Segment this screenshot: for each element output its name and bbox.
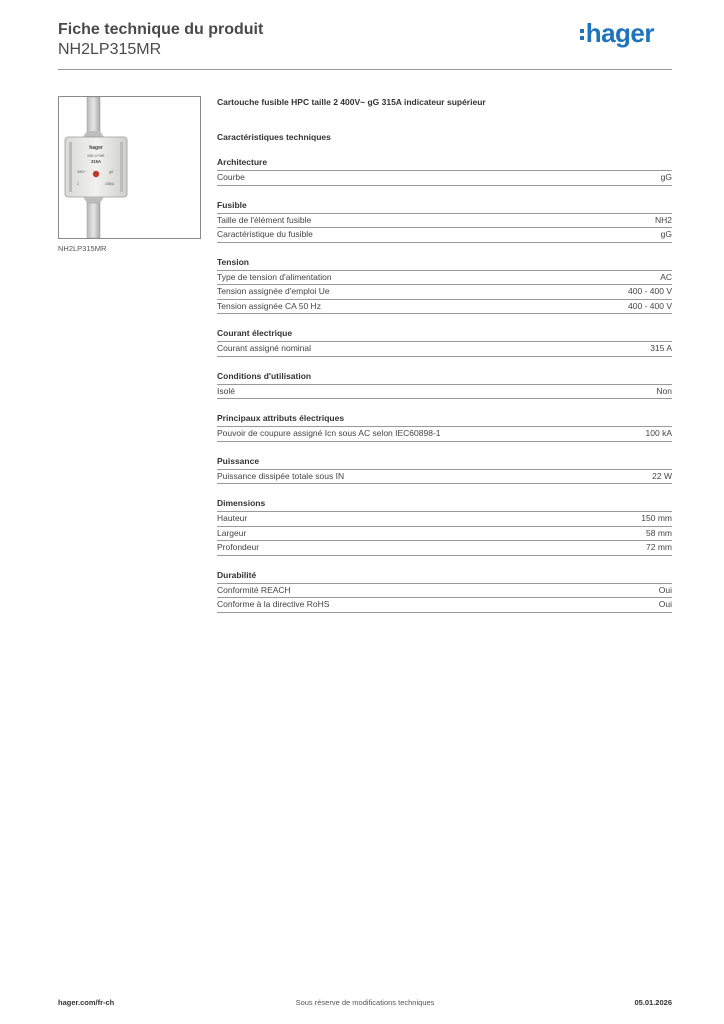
product-reference: NH2LP315MR xyxy=(58,41,162,58)
spec-value: 150 mm xyxy=(641,513,672,523)
spec-value: Oui xyxy=(658,584,672,595)
spec-group-title: Tension xyxy=(217,256,672,271)
spec-label: Hauteur xyxy=(217,513,248,523)
hager-logo xyxy=(580,20,654,46)
spec-value: 400 - 400 V xyxy=(628,300,672,311)
spec-value: gG xyxy=(660,172,672,182)
fuse-indicator-icon xyxy=(93,171,99,177)
fuse-cartridge-image xyxy=(59,97,200,238)
spec-group-title: Architecture xyxy=(217,156,672,171)
spec-label: Tension assignée d'emploi Ue xyxy=(217,286,330,296)
footer-notice: Sous réserve de modifications techniques xyxy=(295,998,435,1007)
spec-group-title: Fusible xyxy=(217,199,672,214)
spec-label: Largeur xyxy=(217,527,247,538)
spec-value: 22 W xyxy=(652,470,672,481)
spec-value: gG xyxy=(660,229,672,239)
logo-dots-icon xyxy=(580,29,584,40)
fuse-rating-label: 315A xyxy=(90,159,102,164)
logo-wordmark: hager xyxy=(585,18,654,48)
spec-group-title: Courant électrique xyxy=(217,327,672,342)
spec-group-durabilite xyxy=(217,569,672,613)
product-description: Cartouche fusible HPC taille 2 400V~ gG 315A indicateur supérieur xyxy=(217,97,486,107)
fuse-size-label: 2 xyxy=(77,182,79,186)
product-image xyxy=(58,96,201,239)
spec-row xyxy=(217,512,672,527)
spec-group-title: Conditions d'utilisation xyxy=(217,370,672,385)
page-header xyxy=(58,20,672,70)
spec-row xyxy=(217,300,672,315)
spec-row xyxy=(217,214,672,229)
spec-row xyxy=(217,171,672,186)
spec-group-conditions xyxy=(217,370,672,400)
spec-group-fusible xyxy=(217,199,672,243)
spec-value: Oui xyxy=(658,599,672,609)
spec-row xyxy=(217,342,672,357)
image-caption: NH2LP315MR xyxy=(58,244,107,253)
spec-group-attributs xyxy=(217,412,672,442)
spec-row xyxy=(217,228,672,243)
spec-group-puissance xyxy=(217,455,672,485)
spec-value: NH2 xyxy=(654,214,672,225)
spec-row xyxy=(217,271,672,286)
spec-label: Courbe xyxy=(217,172,245,182)
spec-value: 400 - 400 V xyxy=(628,286,672,296)
spec-row xyxy=(217,385,672,400)
spec-label: Type de tension d'alimentation xyxy=(217,271,332,282)
spec-row xyxy=(217,427,672,442)
spec-group-tension xyxy=(217,256,672,315)
spec-group-title: Puissance xyxy=(217,455,672,470)
spec-group-architecture xyxy=(217,156,672,186)
spec-row xyxy=(217,527,672,542)
spec-heading: Caractéristiques techniques xyxy=(217,132,331,142)
spec-group-courant xyxy=(217,327,672,357)
spec-row xyxy=(217,584,672,599)
spec-row xyxy=(217,541,672,556)
spec-label: Tension assignée CA 50 Hz xyxy=(217,300,321,311)
spec-group-title: Durabilité xyxy=(217,569,672,584)
page-title: Fiche technique du produit xyxy=(58,21,264,38)
fuse-voltage-label: 400V~ xyxy=(77,170,87,174)
fuse-brand-label: hager xyxy=(89,145,103,151)
spec-value: 315 A xyxy=(650,343,672,353)
spec-label: Conforme à la directive RoHS xyxy=(217,599,330,609)
spec-label: Puissance dissipée totale sous IN xyxy=(217,470,345,481)
spec-content xyxy=(217,96,672,613)
spec-label: Profondeur xyxy=(217,542,260,552)
spec-label: Taille de l'élément fusible xyxy=(217,214,312,225)
spec-value: 58 mm xyxy=(646,527,672,538)
footer-date: 05.01.2026 xyxy=(634,998,672,1007)
spec-row xyxy=(217,470,672,485)
fuse-breaking-label: 100kA xyxy=(105,182,115,186)
spec-label: Caractéristique du fusible xyxy=(217,229,313,239)
fuse-model-label: NH2 LP MR xyxy=(87,154,105,158)
spec-value: 72 mm xyxy=(646,542,672,552)
spec-label: Pouvoir de coupure assigné Icn sous AC selon IEC60898-1 xyxy=(217,428,441,438)
spec-group-title: Dimensions xyxy=(217,497,672,512)
fuse-class-label: gG xyxy=(109,170,114,174)
spec-label: Isolé xyxy=(217,385,235,396)
spec-group-title: Principaux attributs électriques xyxy=(217,412,672,427)
footer-website-link[interactable]: hager.com/fr-ch xyxy=(58,998,115,1007)
spec-value: 100 kA xyxy=(645,428,672,438)
spec-value: AC xyxy=(660,271,672,282)
header-divider xyxy=(58,69,672,70)
spec-row xyxy=(217,285,672,300)
spec-row xyxy=(217,598,672,613)
spec-label: Courant assigné nominal xyxy=(217,343,312,353)
spec-value: Non xyxy=(656,385,672,396)
spec-label: Conformité REACH xyxy=(217,584,291,595)
spec-group-dimensions xyxy=(217,497,672,556)
